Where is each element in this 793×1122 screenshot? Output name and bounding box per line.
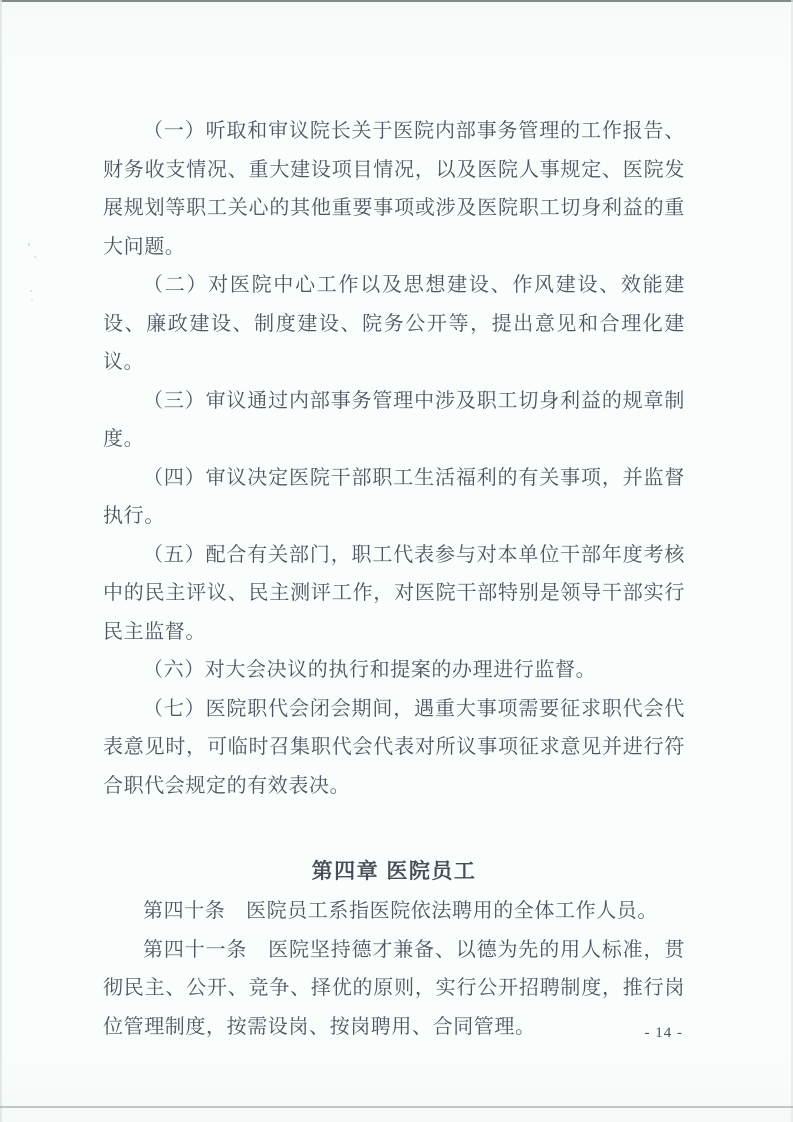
clause-paragraph: （六）对大会决议的执行和提案的办理进行监督。 (143, 659, 597, 681)
chapter-clause-list (103, 892, 685, 1046)
clause-paragraph: （二）对医院中心工作以及思想建设、作风建设、效能建设、廉政建设、制度建设、院务公开等，提出意见和合理化建议。 (103, 274, 685, 373)
clause-paragraph: （四）审议决定医院干部职工生活福利的有关事项，并监督执行。 (103, 466, 685, 527)
scan-edge-left (0, 0, 2, 1122)
scan-edge-bottom (0, 1106, 793, 1108)
scan-edge-top (0, 0, 793, 2)
page-number: - 14 - (644, 1025, 683, 1041)
clause-paragraph: （五）配合有关部门，职工代表参与对本单位干部年度考核中的民主评议、民主测评工作，对医院干部特别是领导干部实行民主监督。 (103, 543, 685, 643)
clause-paragraph: （七）医院职代会闭会期间，遇重大事项需要征求职代会代表意见时，可临时召集职代会代表对所议事项征求意见并进行符合职代会规定的有效表决。 (103, 697, 685, 797)
scan-speckle (34, 256, 36, 258)
chapter-heading: 第四章 医院员工 (311, 860, 477, 883)
document-body (103, 112, 685, 1046)
clause-list (103, 112, 685, 805)
scan-speckle (30, 290, 32, 292)
scan-speckle (28, 243, 30, 246)
clause-paragraph: （三）审议通过内部事务管理中涉及职工切身利益的规章制度。 (103, 389, 685, 450)
chapter-clause-paragraph: 第四十一条 医院坚持德才兼备、以德为先的用人标准，贯彻民主、公开、竞争、择优的原则，实行公开招聘制度，推行岗位管理制度，按需设岗、按岗聘用、合同管理。 (103, 938, 685, 1038)
scan-speckle (31, 299, 33, 301)
clause-paragraph: （一）听取和审议院长关于医院内部事务管理的工作报告、财务收支情况、重大建设项目情况，以及医院人事规定、医院发展规划等职工关心的其他重要事项或涉及医院职工切身利益的重大问题。 (103, 120, 685, 258)
chapter-clause-paragraph: 第四十条 医院员工系指医院依法聘用的全体工作人员。 (143, 900, 658, 922)
